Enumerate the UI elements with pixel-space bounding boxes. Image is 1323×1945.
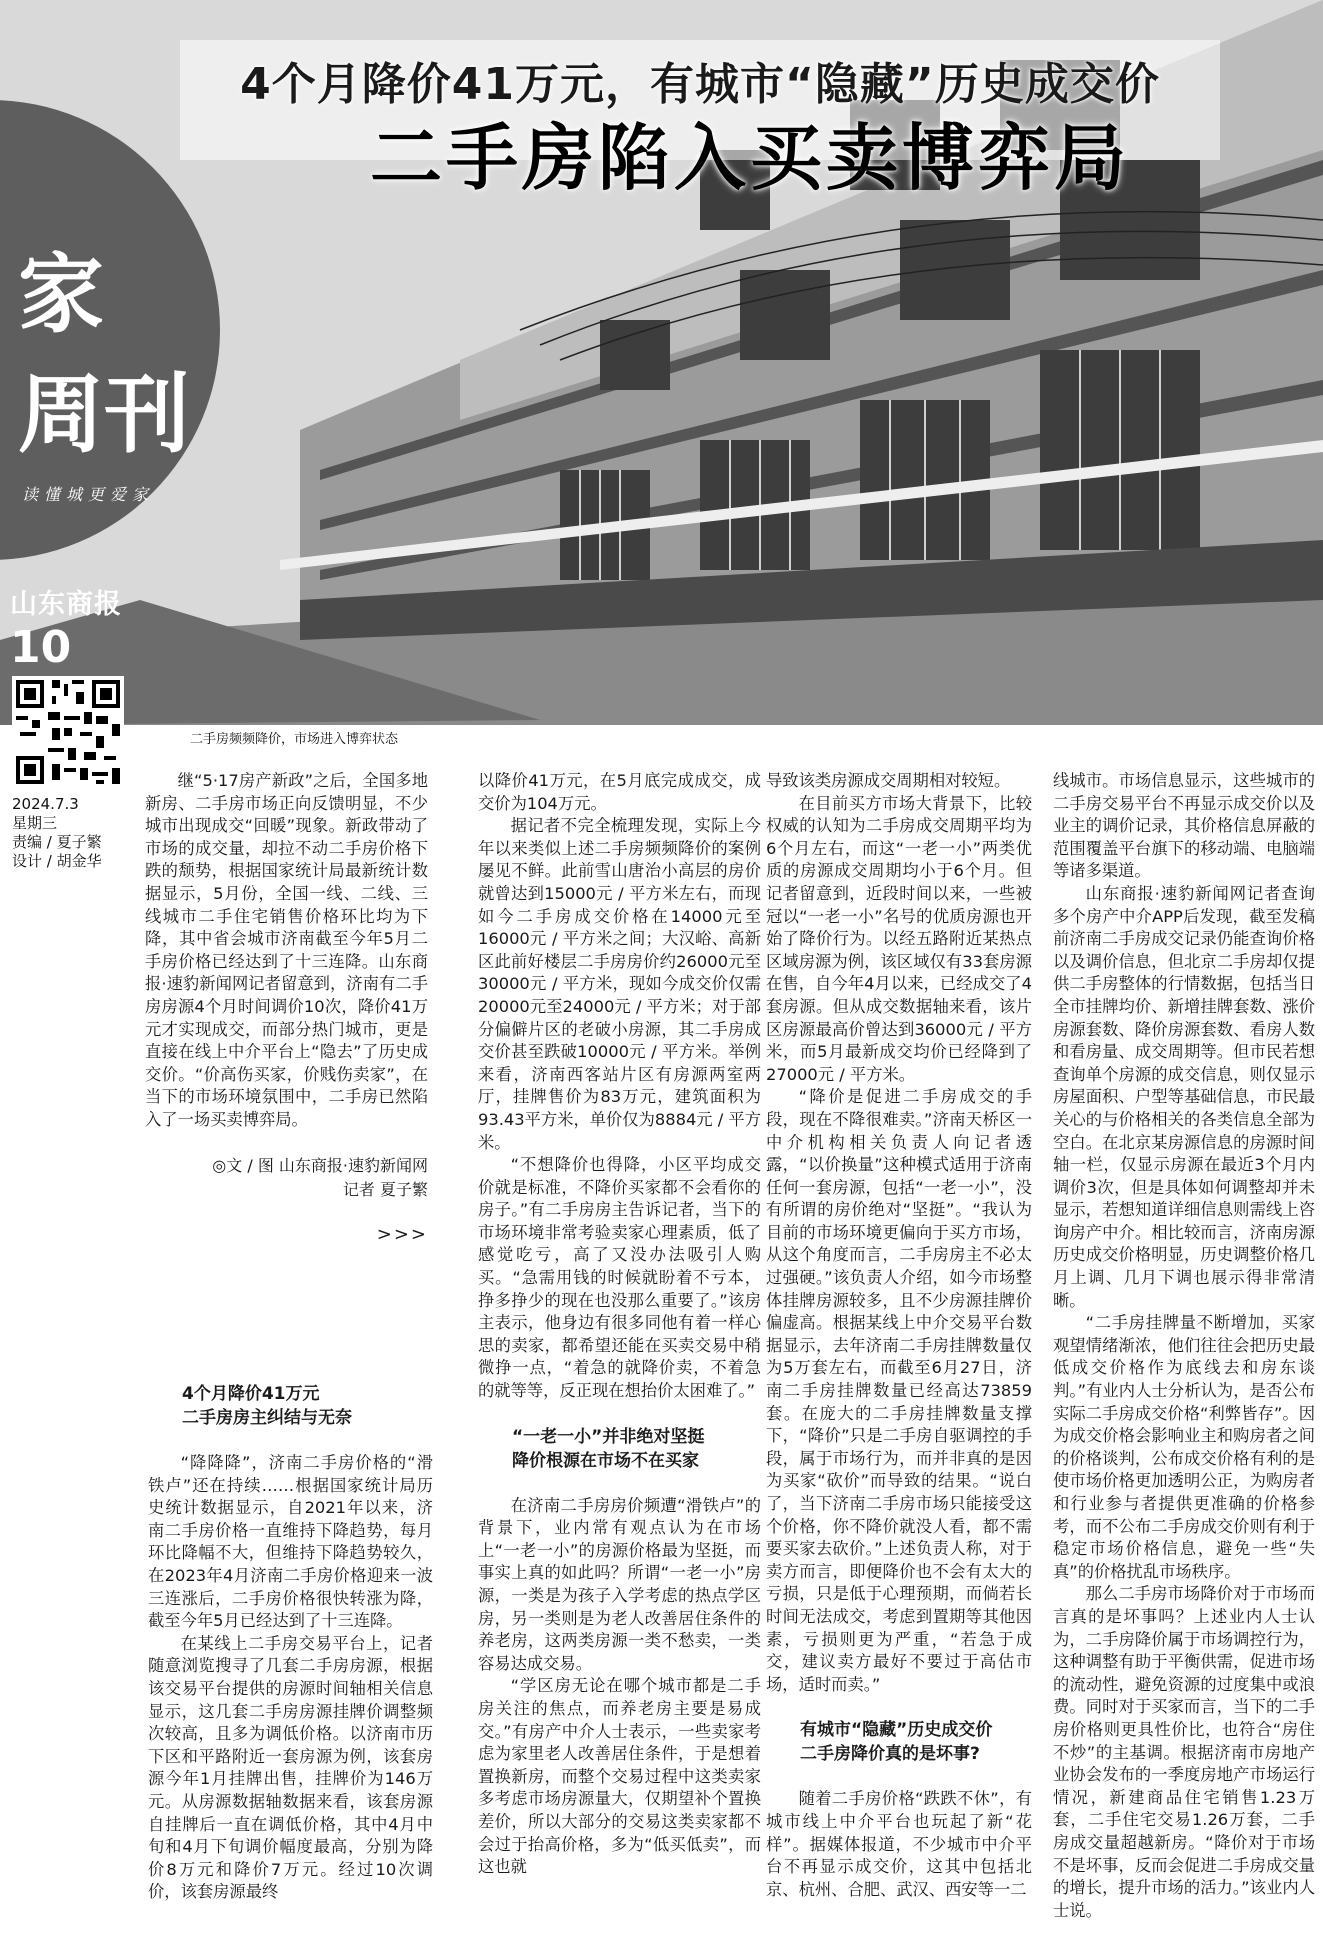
issue-date: 2024.7.3 xyxy=(12,795,79,813)
photo-caption: 二手房频频降价，市场进入博弈状态 xyxy=(190,732,399,747)
article-column-1-lower xyxy=(148,1382,433,1904)
headline-title: 二手房陷入买卖博弈局 xyxy=(369,115,1130,200)
paragraph: “学区房无论在哪个城市都是二手房关注的焦点，而养老房主要是易成交。”有房产中介人士表示，一些卖家考虑为家里老人改善居住条件，于是想着置换新房，而整个交易过程中这类卖家多考虑市场房源量大，仅期望补个置换差价，所以大部分的交易这类卖家都不会过于抬高价格，多为“低买低卖”，而这也就 xyxy=(478,1676,761,1877)
article-column-1 xyxy=(145,770,428,1246)
paragraph: “降价是促进二手房成交的手段，现在不降很难卖。”济南天桥区一中介机构相关负责人向记者透露，“以价换量”这种模式适用于济南任何一套房源，包括“一老一小”，没有所谓的房价绝对“坚挺”。“我认为目前的市场环境更偏向于买方市场，从这个角度而言，二手房房主不必太过强硬。”该负责人介绍，如今市场整体挂牌房源较多，且不少房源挂牌价偏虚高。根据某线上中介交易平台数据显示，去年济南二手房挂牌数量仅为5万套左右，而截至6月27日，济南二手房挂牌数量已经高达73859套。在庞大的二手房挂牌数量支撑下，“降价”只是二手房自驱调控的手段，属于市场行为，而并非真的是因为买家“砍价”而导致的结果。“说白了，当下济南二手房市场只能接受这个价格，你不降价就没人看，都不需要买家去砍价。”上述负责人称，对于卖方而言，即便降价也不会有太大的亏损，只是低于心理预期，而倘若长时间无法成交，考虑到置期等其他因素，亏损则更为严重，“若急于成交，建议卖方最好不要过于高估市场，适时而卖。” xyxy=(766,1087,1032,1694)
lead-paragraph: 继“5·17房产新政”之后，全国多地新房、二手房市场正向反馈明显，不少城市出现成交“回暖”现象。新政带动了市场的成交量，却拉不动二手房价格下跌的颓势，根据国家统计局最新统计数据显示，5月份，全国一线、二线、三线城市二手住宅销售价格环比均为下降，其中省会城市济南截至今年5月二手房价格已经达到了十三连降。山东商报·速豹新闻网记者留意到，济南有二手房房源4个月时间调价10次，降价41万元才实现成交，而部分热门城市，更是直接在线上中介平台上“隐去”了历史成交价。“价高伤买家，价贱伤卖家”，在当下的市场环境氛围中，二手房已然陷入了一场买卖博弈局。 xyxy=(145,771,428,1129)
paragraph: 山东商报·速豹新闻网记者查询多个房产中介APP后发现，截至发稿前济南二手房成交记录仍能查询价格以及调价信息，但北京二手房却仅提供二手房整体的行情数据，包括当日全市挂牌均价、新增挂牌套数、涨价房源套数、降价房源套数、看房人数和看房量、成交周期等。但市民若想查询单个房源的成交信息，则仅显示房屋面积、户型等基础信息，市民最关心的与价格相关的各类信息全部为空白。在北京某房源信息的房源时间轴一栏，仅显示房源在最近3个月内调价3次，但是具体如何调整却并未显示，若想知道详细信息则需线上咨询房产中介。相比较而言，济南房源历史成交价格明显，历史调整价格几月上调、几月下调也展示得非常清晰。 xyxy=(1053,883,1315,1310)
issue-meta xyxy=(12,795,102,871)
byline-reporter: 记者 夏子繁 xyxy=(342,1179,428,1199)
continue-arrows: >>> xyxy=(376,1223,428,1245)
section-slogan: 读懂城更爱家 xyxy=(22,485,155,504)
byline-source: ◎文 / 图 山东商报·速豹新闻网 xyxy=(212,1155,428,1175)
subheading-3a: 有城市“隐藏”历史成交价 xyxy=(800,1720,993,1741)
subheading-2a: “一老一小”并非绝对坚挺 xyxy=(512,1426,705,1447)
article-column-2 xyxy=(478,770,761,1879)
article-column-4 xyxy=(1053,770,1315,1922)
paragraph: 导致该类房源成交周期相对较短。 xyxy=(766,771,1011,790)
page-number: 10 xyxy=(10,622,72,673)
paragraph: 那么二手房市场降价对于市场而言真的是坏事吗？上述业内人士认为，二手房降价属于市场调控行为，这种调整有助于平衡供需，促进市场的流动性，避免资源的过度集中或浪费。同时对于买家而言，当下的二手房价格则更具性价比，也符合“房住不炒”的主基调。根据济南市房地产业协会发布的一季度房地产市场运行情况，新建商品住宅销售1.23万套，二手住宅交易1.26万套，二手房成交量超越新房。“降价对于市场不是坏事，反而会促进二手房成交量的增长，提升市场的活力。”该业内人士说。 xyxy=(1053,1584,1315,1920)
paragraph: “不想降价也得降，小区平均成交价就是标准，不降价买家都不会看你的房子。”有二手房房主告诉记者，当下的市场环境非常考验卖家心理素质，低了感觉吃亏，高了又没办法吸引人购买。“急需用钱的时候就盼着不亏本，挣多挣少的现在也没那么重要了。”该房主表示，他身边有很多同他有着一样心思的卖家，都希望还能在买卖交易中稍微挣一点，“着急的就降价卖，不着急的就等等，反正现在想抬价太困难了。” xyxy=(478,1155,761,1401)
designer-credit: 设计 / 胡金华 xyxy=(12,852,102,870)
headline-kicker: 4个月降价41万元，有城市“隐藏”历史成交价 xyxy=(240,59,1160,110)
article-column-3 xyxy=(766,770,1032,1901)
qr-code-icon xyxy=(12,676,124,788)
editor-credit: 责编 / 夏子繁 xyxy=(12,833,102,851)
paragraph: 随着二手房价格“跌跌不休”，有城市线上中介平台也玩起了新“花样”。据媒体报道，不少城市中介平台不再显示成交价，这其中包括北京、杭州、合肥、武汉、西安等一二 xyxy=(766,1789,1032,1899)
paragraph: 在济南二手房房价频遭“滑铁卢”的背景下，业内常有观点认为在市场上“一老一小”的房源价格最为坚挺，而事实上真的如此吗？所谓“一老一小”房源，一类是为孩子入学考虑的热点学区房，另一类则是为老人改善居住条件的养老房，这两类房源一类不愁卖，一类容易达成交易。 xyxy=(478,1495,761,1673)
paragraph: 在目前买方市场大背景下，比较权威的认知为二手房成交周期平均为6个月左右，而这“一老一小”两类优质的房源成交周期均小于6个月。但记者留意到，近段时间以来，一些被冠以“一老一小”名号的优质房源也开始了降价行为。以经五路附近某热点区域房源为例，该区域仅有33套房源在售，自今年4月以来，已经成交了4套房源。但从成交数据轴来看，该片区房源最高价曾达到36000元 / 平方米，而5月最新成交均价已经降到了27000元 / 平方米。 xyxy=(766,793,1032,1084)
subheading-1b: 二手房房主纠结与无奈 xyxy=(182,1408,352,1428)
paragraph: “二手房挂牌量不断增加，买家观望情绪渐浓，他们往往会把历史最低成交价格作为底线去和房东谈判。”有业内人士分析认为，是否公布实际二手房成交价格“利弊皆存”。因为成交价格会影响业主和购房者之间的价格谈判，公布成交价格有利的是使市场价格更加透明公正，为购房者和行业参与者提供更准确的价格参考，而不公布二手房成交价则有利于稳定市场价格信息，避免一些“失真”的价格扰乱市场秩序。 xyxy=(1053,1313,1315,1581)
subheading-3b: 二手房降价真的是坏事? xyxy=(800,1744,980,1765)
subheading-1a: 4个月降价41万元 xyxy=(182,1384,320,1404)
section-name-line1: 家 xyxy=(18,244,104,345)
subheading-2b: 降价根源在市场不在买家 xyxy=(512,1450,699,1471)
issue-weekday: 星期三 xyxy=(12,814,58,832)
paragraph: 线城市。市场信息显示，这些城市的二手房交易平台不再显示成交价以及业主的调价记录，其价格信息屏蔽的范围覆盖平台旗下的移动端、电脑端等诸多渠道。 xyxy=(1053,771,1315,881)
section-name-line2: 周刊 xyxy=(18,364,190,465)
newspaper-name: 山东商报 xyxy=(10,589,122,620)
paragraph: 在某线上二手房交易平台上，记者随意浏览搜寻了几套二手房房源，根据该交易平台提供的房源时间轴相关信息显示，这几套二手房房源挂牌价调整频次较高，且多为调低价格。以济南市历下区和平路附近一套房源为例，该套房源今年1月挂牌出售，挂牌价为146万元。从房源数据轴数据来看，该套房源自挂牌后一直在调低价格，其中4月中旬和4月下旬调价幅度最高，分别为降价8万元和降价7万元。经过10次调价，该套房源最终 xyxy=(148,1633,433,1902)
paragraph: “降降降”，济南二手房价格的“滑铁卢”还在持续……根据国家统计局历史统计数据显示，自2021年以来，济南二手房价格一直维持下降趋势，每月环比降幅不大，但维持下降趋势较久，在2023年4月济南二手房价格迎来一波三连涨后，二手房价格很快转涨为降，截至今年5月已经达到了十三连降。 xyxy=(148,1453,433,1631)
paragraph: 据记者不完全梳理发现，实际上今年以来类似上述二手房频频降价的案例屡见不鲜。此前雪山唐治小高层的房价就曾达到15000元 / 平方米左右，而现如今二手房成交价格在14000元至16000元 / 平方米之间；大汉峪、高新区此前好楼层二手房房价约26000元至30000元 / 平方米，现如今成交价仅需20000元至24000元 / 平方米；对于部分偏僻片区的老破小房源，其二手房成交价甚至跌破10000元 / 平方米。举例来看，济南西客站片区有房源两室两厅，挂牌售价为83万元，建筑面积为93.43平方米，单价仅为8884元 / 平方米。 xyxy=(478,816,761,1152)
paragraph: 以降价41万元，在5月底完成成交，成交价为104万元。 xyxy=(478,771,761,813)
